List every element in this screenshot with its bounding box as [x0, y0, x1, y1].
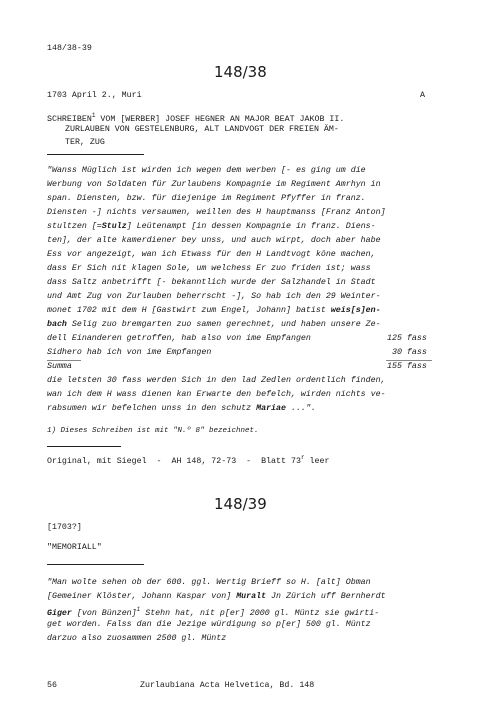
- document-title-line-1: SCHREIBEN$^1$ VOM [WERBER] JOSEF HEGNER AN MAJOR BEAT JAKOB II.: [47, 112, 345, 124]
- document-number: 148/39: [214, 495, 267, 513]
- amount-received: 30 fass: [392, 348, 427, 357]
- emphasized-name: Mariae: [256, 404, 286, 413]
- body-line: dass Er Sich nit klagen Sole, um welchess Er zuo friden ist; wass: [47, 264, 371, 273]
- document-number: 148/38: [214, 63, 267, 81]
- emphasized-name: Giger: [47, 608, 72, 618]
- document-title: "MEMORIALL": [47, 543, 102, 552]
- sum-amount: 155 fass: [387, 362, 427, 371]
- emphasized-name: Stulz: [101, 222, 127, 231]
- body-line: Giger [von Bünzen]$^1$ Stehn hat, nit p[er] 2000 gl. Müntz sie gwirti-: [47, 606, 380, 618]
- body-line: darzuo also zuosammen 2500 gl. Müntz: [47, 634, 227, 643]
- document-title-line-3: TER, ZUG: [65, 138, 105, 147]
- body-line: Werbung von Soldaten für Zurlaubens Kompagnie im Regiment Amrhyn in: [47, 180, 381, 189]
- emphasized-name: weis[s]en-: [330, 306, 381, 315]
- separator-rule: [47, 446, 121, 447]
- emphasized-name: bach: [47, 320, 67, 329]
- body-line: und Amt Zug von Zurlauben beherrscht -], So hab ich den 29 Weinter-: [47, 292, 381, 301]
- body-line: bach Selig zuo bremgarten zuo samen gerechnet, und haben unsere Ze-: [47, 320, 381, 329]
- document-date-place: 1703 April 2., Muri: [47, 91, 142, 100]
- footnote: 1) Dieses Schreiben ist mit "N.º 8" bezeichnet.: [47, 427, 259, 435]
- source-citation: Original, mit Siegel - AH 148, 72-73 - Blatt 73$^r$ leer: [47, 454, 330, 466]
- journal-title: Zurlaubiana Acta Helvetica, Bd. 148: [140, 681, 315, 690]
- body-line: monet 1702 mit dem H [Gastwirt zum Engel, Johann] batist weis[s]en-: [47, 306, 381, 315]
- document-title-line-2: ZURLAUBEN VON GESTELENBURG, ALT LANDVOGT DER FREIEN ÄM-: [65, 125, 339, 134]
- body-line: stultzen [=Stulz] Leütenampt [in dessen Kompagnie in franz. Diens-: [47, 222, 376, 231]
- page-number: 56: [47, 681, 57, 690]
- sum-rule: [47, 360, 81, 361]
- body-line: [Gemeiner Klöster, Johann Kaspar von] Muralt Jn Zürich uff Bernherdt: [47, 592, 386, 601]
- document-date: [1703?]: [47, 523, 82, 532]
- body-line: dass Saltz anbetrifft [- bekanntlich wurde der Salzhandel in Stadt: [47, 278, 376, 287]
- body-line: die letsten 30 fass werden Sich in den lad Zedlen ordentlich finden,: [47, 376, 386, 385]
- separator-rule: [47, 564, 144, 565]
- document-class-letter: A: [420, 91, 425, 100]
- amount-received: 125 fass: [387, 334, 427, 343]
- sum-rule: [386, 360, 432, 361]
- body-line: get worden. Falss dan die Jezige würdigung so p[er] 500 gl. Müntz: [47, 620, 371, 629]
- sum-label: Summa: [47, 362, 72, 371]
- body-line: rabsumen wir befelchen unss in den schutz Mariae ...".: [47, 404, 316, 413]
- footnote-marker: 1: [91, 112, 96, 119]
- separator-rule: [47, 154, 144, 155]
- footnote-marker: 1: [136, 606, 141, 613]
- body-line: span. Diensten, bzw. für diejenige im Regiment Pfyffer in franz.: [47, 194, 366, 203]
- body-line: dell Einanderen getroffen, hab also von ime Empfangen: [47, 334, 311, 343]
- body-line: Ess vor angezeigt, wan ich Etwass für den H Landtvogt köne machen,: [47, 250, 376, 259]
- body-line: Sidhero hab ich von ime Empfangen: [47, 348, 212, 357]
- emphasized-name: Muralt: [236, 592, 267, 601]
- body-line: "Wanss Müglich ist wirden ich wegen dem werben [- es ging um die: [47, 166, 366, 175]
- body-line: ten], der alte kamerdiener bey unss, und auch wirpt, doch aber habe: [47, 236, 381, 245]
- body-line: "Man wolte sehen ob der 600. ggl. Wertig Brieff so H. [alt] Obman: [47, 578, 371, 587]
- body-line: Diensten -] nichts versaumen, weillen des H hauptmanss [Franz Anton]: [47, 208, 386, 217]
- archive-reference: 148/38-39: [47, 44, 92, 53]
- body-line: wan ich dem H wass dienen kan Erwarte den befelch, wirden nichts ve-: [47, 390, 386, 399]
